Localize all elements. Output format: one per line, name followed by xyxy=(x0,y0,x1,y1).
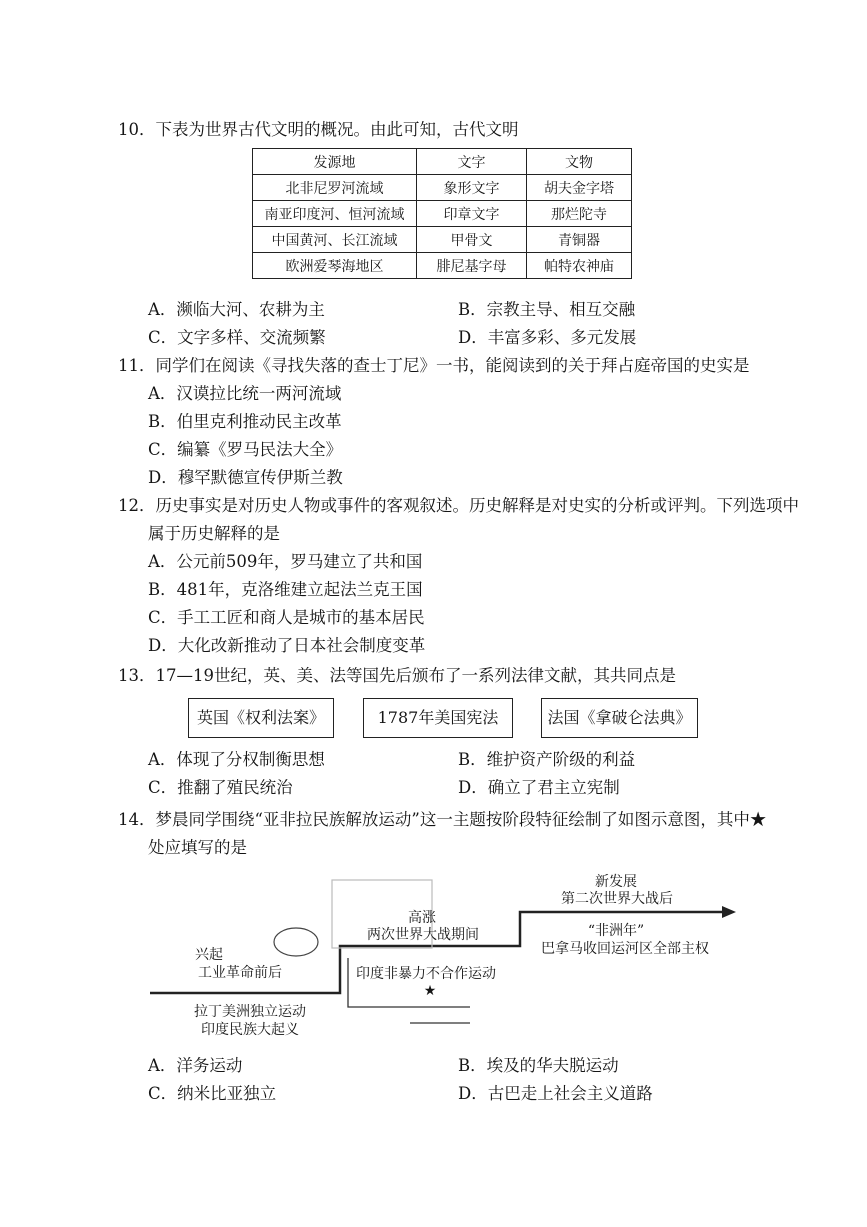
table-cell: 北非尼罗河流域 xyxy=(253,175,417,201)
option-c[interactable]: C．纳米比亚独立 xyxy=(148,1084,277,1103)
stage2-event: 印度非暴力不合作运动 xyxy=(356,966,496,982)
option-a[interactable]: A．公元前509年，罗马建立了共和国 xyxy=(148,552,423,571)
table-cell: 欧洲爱琴海地区 xyxy=(253,253,417,279)
option-c[interactable]: C．文字多样、交流频繁 xyxy=(148,328,326,347)
question-12-stem-cont: 属于历史解释的是 xyxy=(148,524,280,543)
question-11-stem: 11．同学们在阅读《寻找失落的查士丁尼》一书，能阅读到的关于拜占庭帝国的史实是 xyxy=(118,356,750,375)
table-header: 发源地 xyxy=(253,149,417,175)
stage3-title: 新发展 xyxy=(595,874,637,890)
stage1-event: 印度民族大起义 xyxy=(201,1022,299,1038)
table-header: 文字 xyxy=(417,149,527,175)
stage3-event: 巴拿马收回运河区全部主权 xyxy=(541,941,709,957)
option-a[interactable]: A．汉谟拉比统一两河流域 xyxy=(148,384,342,403)
table-cell: 甲骨文 xyxy=(417,227,527,253)
arrow-head-icon xyxy=(722,906,736,918)
table-cell: 象形文字 xyxy=(417,175,527,201)
question-14-stem-cont: 处应填写的是 xyxy=(148,838,247,857)
option-a[interactable]: A．濒临大河、农耕为主 xyxy=(148,300,325,319)
question-13-stem: 13．17—19世纪，英、美、法等国先后颁布了一系列法律文献，其共同点是 xyxy=(118,666,676,685)
document-box: 英国《权利法案》 xyxy=(188,698,334,738)
table-cell: 那烂陀寺 xyxy=(527,201,632,227)
option-c[interactable]: C．手工工匠和商人是城市的基本居民 xyxy=(148,608,425,627)
table-header: 文物 xyxy=(527,149,632,175)
table-cell: 南亚印度河、恒河流域 xyxy=(253,201,417,227)
option-d[interactable]: D．古巴走上社会主义道路 xyxy=(458,1084,653,1103)
option-c[interactable]: C．推翻了殖民统治 xyxy=(148,778,293,797)
option-b[interactable]: B．宗教主导、相互交融 xyxy=(458,300,636,319)
document-box: 法国《拿破仑法典》 xyxy=(541,698,698,738)
question-12-stem: 12．历史事实是对历史人物或事件的客观叙述。历史解释是对史实的分析或评判。下列选项中 xyxy=(118,496,799,515)
table-cell: 帕特农神庙 xyxy=(527,253,632,279)
stage2-period: 两次世界大战期间 xyxy=(367,927,479,943)
table-cell: 印章文字 xyxy=(417,201,527,227)
option-b[interactable]: B．维护资产阶级的利益 xyxy=(458,750,636,769)
stage3-event: “非洲年” xyxy=(587,923,645,939)
option-a[interactable]: A．体现了分权制衡思想 xyxy=(148,750,325,769)
stage3-period: 第二次世界大战后 xyxy=(561,891,673,907)
table-cell: 中国黄河、长江流域 xyxy=(253,227,417,253)
option-b[interactable]: B．481年，克洛维建立起法兰克王国 xyxy=(148,580,423,599)
question-10-stem: 10．下表为世界古代文明的概况。由此可知，古代文明 xyxy=(118,120,519,139)
stage1-event: 拉丁美洲独立运动 xyxy=(194,1004,306,1020)
option-b[interactable]: B．伯里克利推动民主改革 xyxy=(148,412,342,431)
table-cell: 胡夫金字塔 xyxy=(527,175,632,201)
table-cell: 腓尼基字母 xyxy=(417,253,527,279)
star-icon: ★ xyxy=(423,983,437,999)
stage1-title: 兴起 xyxy=(195,947,223,963)
option-d[interactable]: D．确立了君主立宪制 xyxy=(458,778,620,797)
option-c[interactable]: C．编纂《罗马民法大全》 xyxy=(148,440,343,459)
stage2-title: 高涨 xyxy=(408,910,436,926)
option-b[interactable]: B．埃及的华夫脱运动 xyxy=(458,1056,619,1075)
table-cell: 青铜器 xyxy=(527,227,632,253)
option-d[interactable]: D．穆罕默德宣传伊斯兰教 xyxy=(148,468,343,487)
stage1-period: 工业革命前后 xyxy=(198,965,282,981)
question-14-stem: 14．梦晨同学围绕“亚非拉民族解放运动”这一主题按阶段特征绘制了如图示意图，其中★ xyxy=(118,810,767,829)
option-d[interactable]: D．大化改新推动了日本社会制度变革 xyxy=(148,636,426,655)
document-box: 1787年美国宪法 xyxy=(363,698,513,738)
option-a[interactable]: A．洋务运动 xyxy=(148,1056,243,1075)
option-d[interactable]: D．丰富多彩、多元发展 xyxy=(458,328,637,347)
